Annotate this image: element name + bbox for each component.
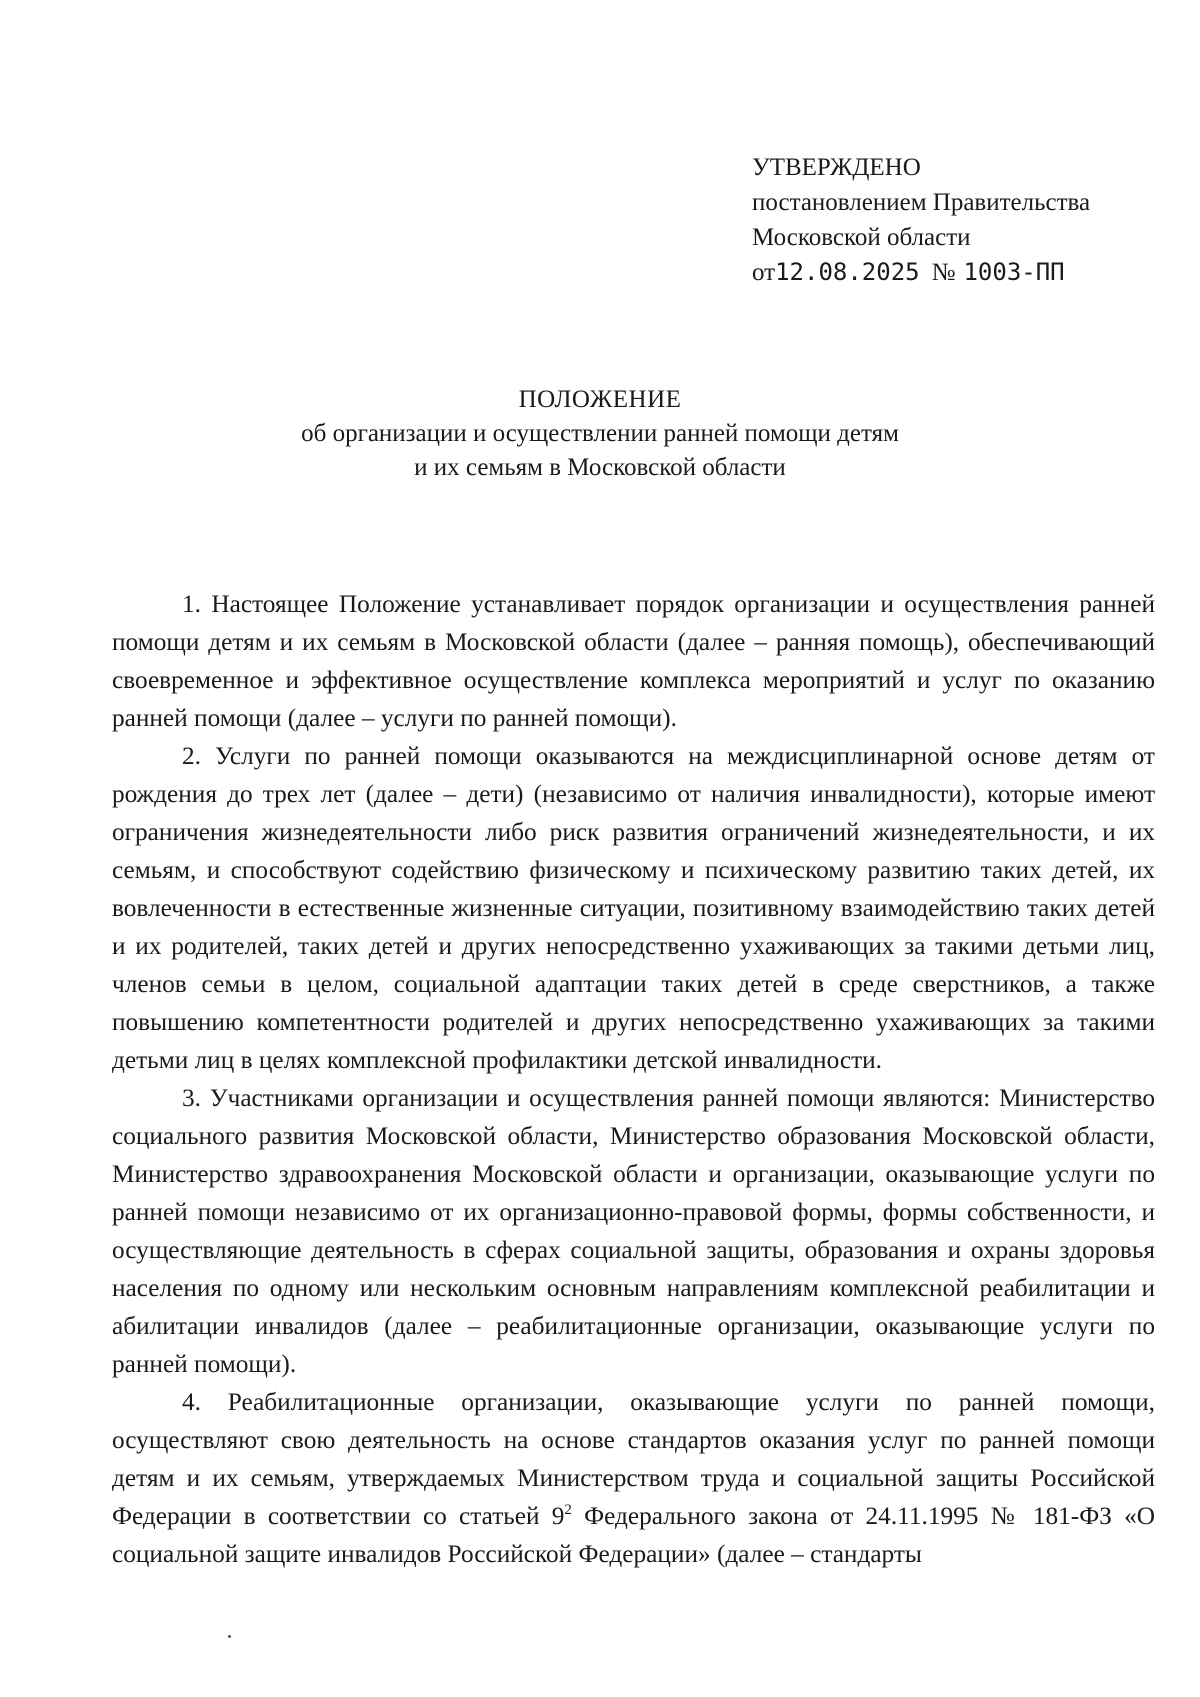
approval-line-1: постановлением Правительства bbox=[752, 189, 1091, 216]
approval-block bbox=[752, 150, 1090, 290]
scan-speck bbox=[228, 1635, 231, 1638]
approval-date-line bbox=[752, 255, 1090, 290]
title-line-1: об организации и осуществлении ранней помощи детям bbox=[301, 420, 899, 447]
date-prefix: от bbox=[752, 259, 776, 286]
number-sign: № bbox=[931, 259, 956, 286]
approval-label: УТВЕРЖДЕНО bbox=[752, 154, 921, 181]
paragraph-1: 1. Настоящее Положение устанавливает порядок организации и осуществления ранней помощи детям и их семьям в Московской области (далее – ранняя помощь), обеспечивающий своевременное и эффективное осуществление комплекса мероприятий и услуг по оказанию ранней помощи (далее – услуги по ранней помощи). bbox=[112, 590, 1155, 732]
document-body bbox=[112, 585, 1155, 1573]
title-heading: ПОЛОЖЕНИЕ bbox=[518, 386, 682, 413]
paragraph-4-end: Федерального закона от 24.11.1995 № 181-ФЗ «О социальной защите инвалидов Российской Федерации» (далее – стандарты bbox=[112, 1502, 1155, 1568]
title-line-2: и их семьям в Московской области bbox=[414, 454, 786, 481]
approval-line-2: Московской области bbox=[752, 224, 971, 251]
paragraph-2: 2. Услуги по ранней помощи оказываются на междисциплинарной основе детям от рождения до трех лет (далее – дети) (независимо от наличия инвалидности), которые имеют ограничения жизнедеятельности либо риск развития ограничений жизнедеятельности, и их семьям, и способствуют содействию физическому и психическому развитию таких детей, их вовлеченности в естественные жизненные ситуации, позитивному взаимодействию таких детей и их родителей, таких детей и других непосредственно ухаживающих за такими детьми лиц, членов семьи в целом, социальной адаптации таких детей в среде сверстников, а также повышению компетентности родителей и других непосредственно ухаживающих за такими детьми лиц в целях комплексной профилактики детской инвалидности. bbox=[112, 742, 1155, 1074]
approval-date: 12.08.2025 bbox=[775, 258, 920, 286]
approval-number: 1003-ПП bbox=[963, 258, 1065, 286]
document-title bbox=[0, 383, 1200, 485]
article-superscript: 2 bbox=[564, 1502, 572, 1518]
paragraph-4-start: 4. Реабилитационные организации, оказывающие услуги по ранней помощи, осуществляют свою деятельность на основе стандартов оказания услуг по ранней помощи детям и их семьям, утверждаемых Министерством труда и социальной защиты Российской Федерации в соответствии со статьей 9 bbox=[112, 1388, 1155, 1530]
paragraph-3: 3. Участниками организации и осуществления ранней помощи являются: Министерство социального развития Московской области, Министерство образования Московской области, Министерство здравоохранения Московской области и организации, оказывающие услуги по ранней помощи независимо от их организационно-правовой формы, формы собственности, и осуществляющие деятельность в сферах социальной защиты, образования и охраны здоровья населения по одному или нескольким основным направлениям комплексной реабилитации и абилитации инвалидов (далее – реабилитационные организации, оказывающие услуги по ранней помощи). bbox=[112, 1084, 1155, 1378]
paragraph-4 bbox=[112, 1383, 1155, 1573]
